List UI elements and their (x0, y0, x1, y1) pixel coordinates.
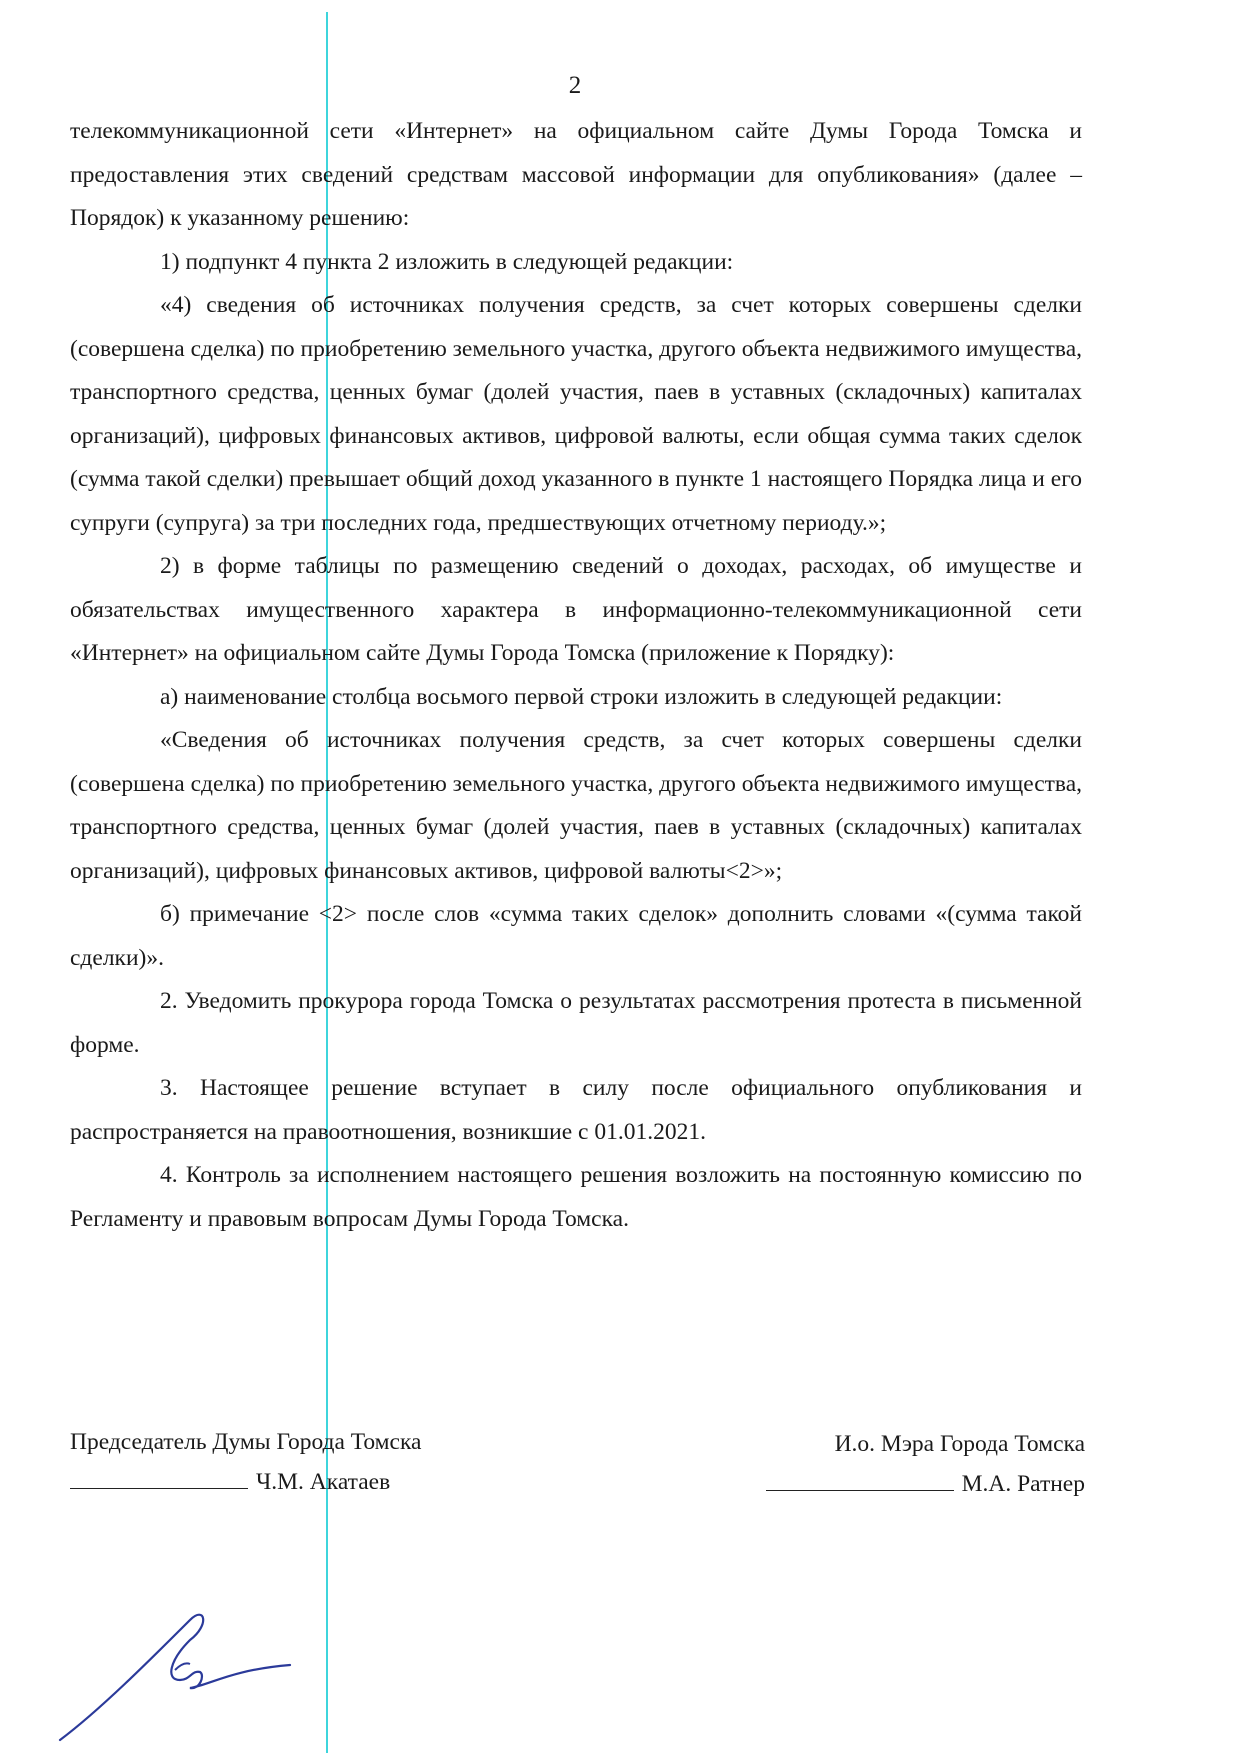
signature-title-mayor: И.о. Мэра Города Томска (834, 1431, 1085, 1457)
paragraph-item-3: 3. Настоящее решение вступает в силу после официального опубликования и распространяется на правоотношения, возникшие с 01.01.2021. (70, 1075, 1082, 1145)
handwritten-signature (40, 1600, 310, 1750)
document-body (70, 110, 1082, 1241)
page-number: 2 (568, 72, 582, 99)
paragraph-item-2: 2. Уведомить прокурора города Томска о результатах рассмотрения протеста в письменной форме. (70, 988, 1082, 1058)
paragraph-continuation: телекоммуникационной сети «Интернет» на официальном сайте Думы Города Томска и предоставления этих сведений средствам массовой информации для опубликования» (далее – Порядок) к указанному решению: (70, 118, 1082, 231)
signature-name-chairman: Ч.М. Акатаев (256, 1469, 391, 1495)
paragraph-subitem-b: б) примечание <2> после слов «сумма таких сделок» дополнить словами «(сумма такой сделки)». (70, 901, 1082, 971)
blank-line (766, 1474, 954, 1491)
paragraph-quote-4: «4) сведения об источниках получения средств, за счет которых совершены сделки (совершена сделка) по приобретению земельного участка, другого объекта недвижимого имущества, транспортного средства, ценных бумаг (долей участия, паев в уставных (складочных) капиталах организаций), цифровых финансовых активов, цифровой валюты, если общая сумма таких сделок (сумма такой сделки) превышает общий доход указанного в пункте 1 настоящего Порядка лица и его супруги (супруга) за три последних года, предшествующих отчетному периоду.»; (70, 292, 1082, 536)
signature-block-chairman (70, 1422, 421, 1502)
paragraph-subitem-2: 2) в форме таблицы по размещению сведений о доходах, расходах, об имуществе и обязательствах имущественного характера в информационно-телекоммуникационной сети «Интернет» на официальном сайте Думы Города Томска (приложение к Порядку): (70, 553, 1082, 666)
signature-name-mayor: М.А. Ратнер (961, 1471, 1085, 1497)
paragraph-subitem-a: а) наименование столбца восьмого первой строки изложить в следующей редакции: (160, 683, 1003, 710)
signature-block-mayor (766, 1424, 1085, 1504)
blank-line (70, 1472, 248, 1489)
paragraph-subitem-1: 1) подпункт 4 пункта 2 изложить в следующей редакции: (160, 248, 734, 275)
signature-stroke-detail (175, 1663, 190, 1670)
signature-line-chairman (70, 1462, 421, 1502)
paragraph-quote-column: «Сведения об источниках получения средств, за счет которых совершены сделки (совершена сделка) по приобретению земельного участка, другого объекта недвижимого имущества, транспортного средства, ценных бумаг (долей участия, паев в уставных (складочных) капиталах организаций), цифровых финансовых активов, цифровой валюты<2>»; (70, 727, 1082, 884)
signature-line-mayor (766, 1464, 1085, 1504)
signature-stroke (60, 1615, 290, 1740)
paragraph-item-4: 4. Контроль за исполнением настоящего решения возложить на постоянную комиссию по Регламенту и правовым вопросам Думы Города Томска. (70, 1162, 1082, 1232)
signature-title-chairman: Председатель Думы Города Томска (70, 1429, 422, 1455)
